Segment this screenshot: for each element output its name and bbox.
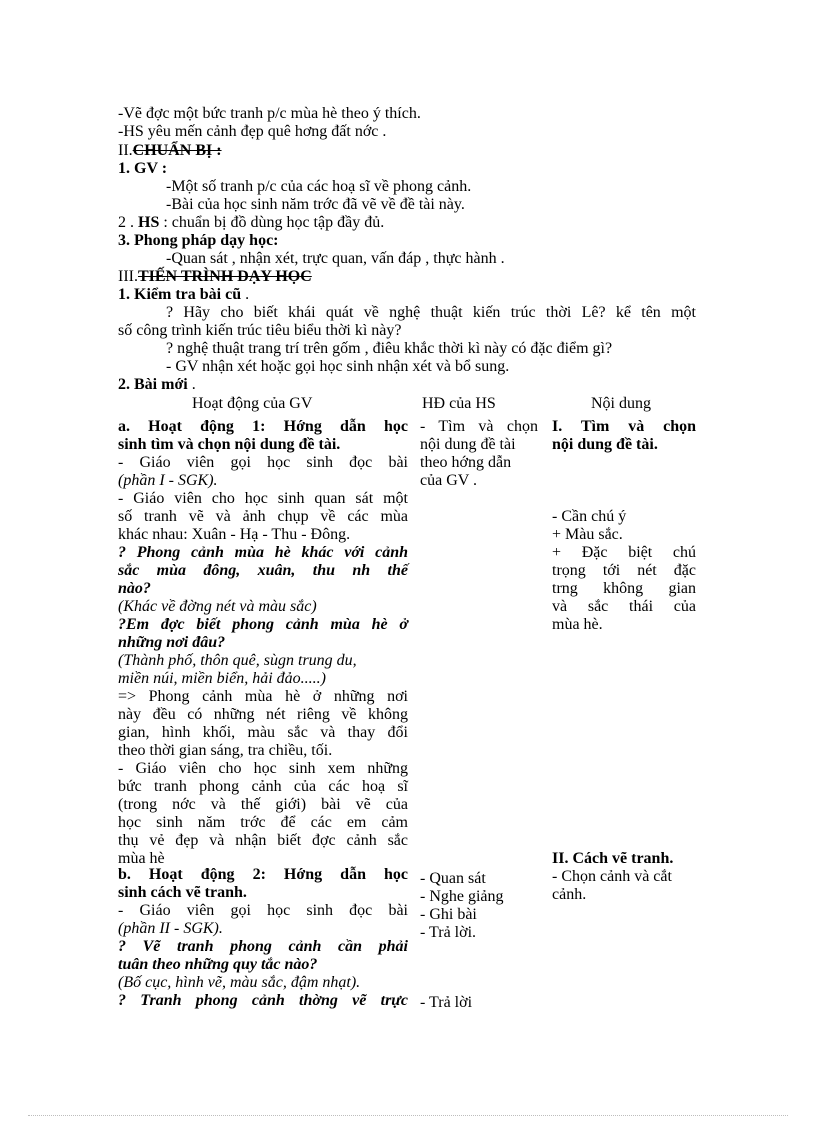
student-line: - Tìm và chọn [420, 418, 538, 435]
teacher-line: học sinh năm trớc để các em cảm [118, 814, 408, 831]
question-2: ? nghệ thuật trang trí trên gốm , điêu khắc thời kì này có đặc điểm gì? [166, 340, 613, 357]
header-teacher-activity: Hoạt động của GV [192, 395, 313, 412]
teacher-line: - Giáo viên gọi học sinh đọc bài [118, 902, 408, 919]
content-line: và sắc thái của [552, 598, 696, 615]
new-lesson-label: 2. Bài mới [118, 376, 188, 393]
teacher-line: nào? [118, 580, 151, 597]
teacher-line: này đều có những nét riêng về không [118, 706, 408, 723]
teacher-line: ?Em đợc biết phong cảnh mùa hè ở [118, 616, 408, 633]
content-line: nội dung đề tài. [552, 436, 658, 453]
content-line: + Đặc biệt chú [552, 544, 696, 561]
teacher-line: theo thời gian sáng, tra chiều, tối. [118, 742, 333, 759]
student-line: của GV . [420, 472, 478, 489]
content-line: trọng tới nét đặc [552, 562, 696, 579]
section-heading-process [118, 268, 312, 286]
new-lesson [118, 376, 196, 394]
gv-label: 1. GV : [118, 160, 168, 177]
teacher-line: sinh tìm và chọn nội dung đề tài. [118, 436, 341, 453]
teacher-line: sinh cách vẽ tranh. [118, 884, 247, 901]
teacher-line: khác nhau: Xuân - Hạ - Thu - Đông. [118, 526, 351, 543]
teacher-line: số tranh vẽ và ảnh chụp về các mùa [118, 508, 408, 525]
teacher-line: tuân theo những quy tắc nào? [118, 956, 318, 973]
hs-prefix: 2 . [118, 214, 138, 231]
teacher-line: sắc mùa đông, xuân, thu nh thế [118, 562, 408, 579]
teacher-line: (phần II - SGK). [118, 920, 223, 937]
content-line: trng không gian [552, 580, 696, 597]
student-line: - Ghi bài [420, 906, 477, 923]
content-line: I. Tìm và chọn [552, 418, 696, 435]
teacher-line: mùa hè [118, 850, 165, 867]
teacher-line: ? Tranh phong cảnh thờng vẽ trực [118, 992, 408, 1009]
content-line: cảnh. [552, 886, 587, 903]
teacher-line: => Phong cảnh mùa hè ở những nơi [118, 688, 408, 705]
teacher-line: b. Hoạt động 2: Hớng dẫn học [118, 866, 408, 883]
question-1-line-1: ? Hãy cho biết khái quát về nghệ thuật kiến trúc thời Lê? kể tên một [166, 304, 696, 321]
section-title: TIẾN TRÌNH DẠY HỌC [137, 268, 312, 285]
content-line: - Cần chú ý [552, 508, 627, 525]
gv-item-1: -Một số tranh p/c của các hoạ sĩ về phong cảnh. [166, 178, 472, 195]
header-content: Nội dung [591, 395, 651, 412]
teacher-line: a. Hoạt động 1: Hớng dẫn học [118, 418, 408, 435]
teacher-line: - Giáo viên gọi học sinh đọc bài [118, 454, 408, 471]
content-line: - Chọn cảnh và cắt [552, 868, 672, 885]
check-old-lesson [118, 286, 249, 304]
student-line: - Quan sát [420, 870, 486, 887]
student-line: - Trả lời. [420, 924, 477, 941]
teacher-line: thụ vẻ đẹp và nhận biết đợc cảnh sắc [118, 832, 408, 849]
check-label: 1. Kiểm tra bài cũ [118, 286, 242, 303]
student-line: - Trả lời [420, 994, 473, 1011]
question-1-line-2: số công trình kiến trúc tiêu biểu thời kì này? [118, 322, 402, 339]
header-student-activity: HĐ của HS [422, 395, 496, 412]
method-text: -Quan sát , nhận xét, trực quan, vấn đáp , thực hành . [166, 250, 505, 267]
page-bottom-divider [28, 1115, 788, 1116]
student-line: nội dung đề tài [420, 436, 516, 453]
check-after: . [241, 286, 250, 303]
teacher-line: - Giáo viên cho học sinh quan sát một [118, 490, 408, 507]
teacher-line: gian, hình khối, màu sắc và thay đổi [118, 724, 408, 741]
teacher-line: những nơi đâu? [118, 634, 226, 651]
student-line: theo hớng dẫn [420, 454, 512, 471]
new-lesson-after: . [187, 376, 196, 393]
section-prefix: II. [118, 142, 133, 159]
teacher-line: miền núi, miền biển, hải đảo.....) [118, 670, 326, 687]
gv-item-2: -Bài của học sinh năm trớc đã vẽ về đề tài này. [166, 196, 465, 213]
hs-text: : chuẩn bị đồ dùng học tập đầy đủ. [159, 214, 385, 231]
teacher-line: - Giáo viên cho học sinh xem những [118, 760, 408, 777]
hs-label: HS [138, 214, 160, 231]
objective-line-1: -Vẽ đợc một bức tranh p/c mùa hè theo ý thích. [118, 105, 421, 122]
objective-line-2: -HS yêu mến cảnh đẹp quê hơng đất nớc . [118, 123, 387, 140]
section-prefix: III. [118, 268, 138, 285]
teacher-line: (Khác về đờng nét và màu sắc) [118, 598, 317, 615]
content-line: II. Cách vẽ tranh. [552, 850, 674, 867]
content-line: mùa hè. [552, 616, 603, 633]
section-title: CHUẨN BỊ : [132, 142, 222, 159]
student-line: - Nghe giảng [420, 888, 504, 905]
teacher-line: (phần I - SGK). [118, 472, 218, 489]
section-heading-preparation [118, 142, 222, 160]
teacher-line: (trong nớc và thế giới) bài vẽ của [118, 796, 408, 813]
teacher-line: bức tranh phong cảnh của các hoạ sĩ [118, 778, 408, 795]
hs-line [118, 214, 384, 232]
method-label: 3. Phong pháp dạy học: [118, 232, 279, 249]
teacher-comment: - GV nhận xét hoặc gọi học sinh nhận xét và bổ sung. [166, 358, 510, 375]
teacher-line: ? Phong cảnh mùa hè khác với cảnh [118, 544, 408, 561]
teacher-line: (Bố cục, hình vẽ, màu sắc, đậm nhạt). [118, 974, 361, 991]
teacher-line: ? Vẽ tranh phong cảnh cần phải [118, 938, 408, 955]
content-line: + Màu sắc. [552, 526, 623, 543]
teacher-line: (Thành phố, thôn quê, sùgn trung du, [118, 652, 357, 669]
